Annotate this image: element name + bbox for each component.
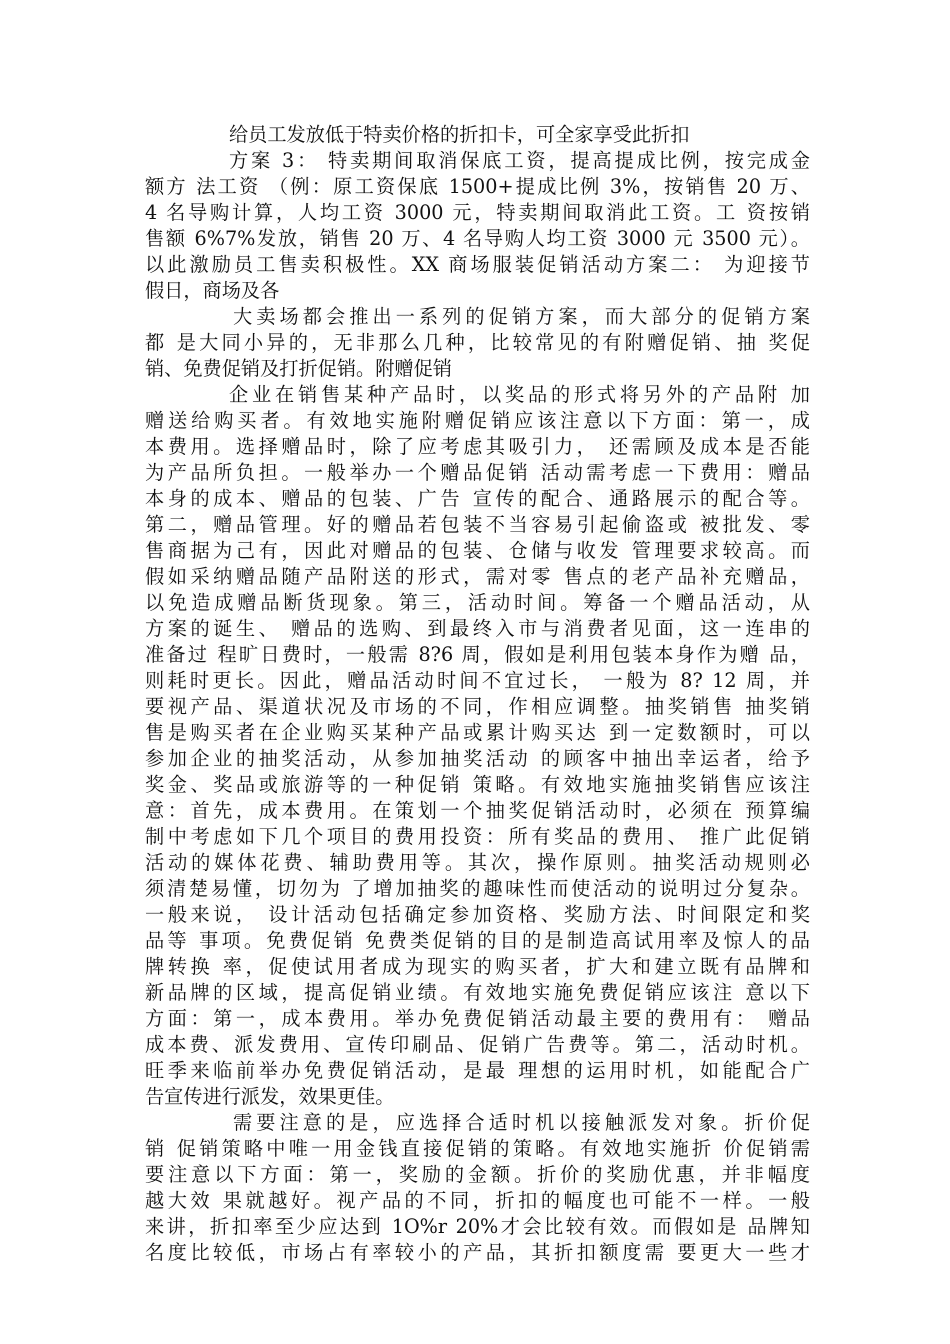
text-line: 企业在销售某种产品时，以奖品的形式将另外的产品附 加 <box>229 383 810 406</box>
document-body-text <box>145 122 810 1266</box>
text-line: 意：首先，成本费用。在策划一个抽奖促销活动时，必须在 预算编 <box>145 799 810 822</box>
text-line: 本身的成本、赠品的包装、广告 宣传的配合、通路展示的配合等。 <box>145 487 810 510</box>
text-line: 牌转换 率，促使试用者成为现实的购买者，扩大和建立既有品牌和 <box>145 955 810 978</box>
text-line: 以此激励员工售卖积极性。XX 商场服装促销活动方案二： 为迎接节 <box>145 253 810 276</box>
text-line: 都 是大同小异的，无非那么几种，比较常见的有附赠促销、抽 奖促 <box>145 331 810 354</box>
text-line: 方案的诞生、 赠品的选购、到最终入市与消费者见面，这一连串的 <box>145 617 810 640</box>
text-line: 要注意以下方面：第一，奖励的金额。折价的奖励优惠，并非幅度 <box>145 1163 810 1186</box>
text-line: 须清楚易懂，切勿为 了增加抽奖的趣味性而使活动的说明过分复杂。 <box>145 877 810 900</box>
text-line: 本费用。选择赠品时，除了应考虑其吸引力， 还需顾及成本是否能 <box>145 435 810 458</box>
text-line: 大卖场都会推出一系列的促销方案，而大部分的促销方案 <box>233 305 810 328</box>
text-line: 售额 6%7%发放，销售 20 万、4 名导购人均工资 3000 元 3500 元）。 <box>145 227 810 250</box>
text-line: 奖金、奖品或旅游等的一种促销 策略。有效地实施抽奖销售应该注 <box>145 773 810 796</box>
text-line: 新品牌的区域，提高促销业绩。有效地实施免费促销应该注 意以下 <box>145 981 810 1004</box>
text-line: 一般来说， 设计活动包括确定参加资格、奖励方法、时间限定和奖 <box>145 903 810 926</box>
text-line: 活动的媒体花费、辅助费用等。其次，操作原则。抽奖活动规则必 <box>145 851 810 874</box>
text-line: 名度比较低，市场占有率较小的产品，其折扣额度需 要更大一些才 <box>145 1241 810 1264</box>
text-line: 4 名导购计算，人均工资 3000 元，特卖期间取消此工资。工 资按销 <box>145 201 810 224</box>
text-line: 假日，商场及各 <box>145 279 280 302</box>
text-line: 售商据为己有，因此对赠品的包装、仓储与收发 管理要求较高。而 <box>145 539 810 562</box>
text-line: 为产品所负担。一般举办一个赠品促销 活动需考虑一下费用：赠品 <box>145 461 810 484</box>
text-line: 以免造成赠品断货现象。第三，活动时间。筹备一个赠品活动，从 <box>145 591 810 614</box>
text-line: 方面：第一，成本费用。举办免费促销活动最主要的费用有： 赠品 <box>145 1007 810 1030</box>
text-line: 成本费、派发费用、宣传印刷品、促销广告费等。第二，活动时机。 <box>145 1033 810 1056</box>
text-line: 要视产品、渠道状况及市场的不同，作相应调整。抽奖销售 抽奖销 <box>145 695 810 718</box>
text-line: 给员工发放低于特卖价格的折扣卡，可全家享受此折扣 <box>229 123 690 146</box>
text-line: 赠送给购买者。有效地实施附赠促销应该注意以下方面：第一，成 <box>145 409 810 432</box>
text-line: 品等 事项。免费促销 免费类促销的目的是制造高试用率及惊人的品 <box>145 929 810 952</box>
text-line: 越大效 果就越好。视产品的不同，折扣的幅度也可能不一样。一般 <box>145 1189 810 1212</box>
text-line: 销、免费促销及打折促销。附赠促销 <box>145 357 452 380</box>
text-line: 第二，赠品管理。好的赠品若包装不当容易引起偷盗或 被批发、零 <box>145 513 810 536</box>
text-line: 来讲，折扣率至少应达到 1O%r 20%才会比较有效。而假如是 品牌知 <box>145 1215 810 1238</box>
text-line: 旺季来临前举办免费促销活动，是最 理想的运用时机，如能配合广 <box>145 1059 810 1082</box>
text-line: 需要注意的是，应选择合适时机以接触派发对象。折价促 <box>233 1111 810 1134</box>
text-line: 方案 3： 特卖期间取消保底工资，提高提成比例，按完成金 <box>229 149 810 172</box>
text-line: 参加企业的抽奖活动，从参加抽奖活动 的顾客中抽出幸运者，给予 <box>145 747 810 770</box>
text-line: 准备过 程旷日费时，一般需 8?6 周，假如是利用包装本身作为赠 品， <box>145 643 810 666</box>
text-line: 则耗时更长。因此，赠品活动时间不宜过长， 一般为 8? 12 周，并 <box>145 669 810 692</box>
text-line: 售是购买者在企业购买某种产品或累计购买达 到一定数额时，可以 <box>145 721 810 744</box>
text-line: 额方 法工资 （例：原工资保底 1500+提成比例 3%，按销售 20 万、 <box>145 175 810 198</box>
text-line: 制中考虑如下几个项目的费用投资：所有奖品的费用、 推广此促销 <box>145 825 810 848</box>
text-line: 告宣传进行派发，效果更佳。 <box>145 1085 395 1108</box>
text-line: 假如采纳赠品随产品附送的形式，需对零 售点的老产品补充赠品， <box>145 565 810 588</box>
text-line: 销 促销策略中唯一用金钱直接促销的策略。有效地实施折 价促销需 <box>145 1137 810 1160</box>
